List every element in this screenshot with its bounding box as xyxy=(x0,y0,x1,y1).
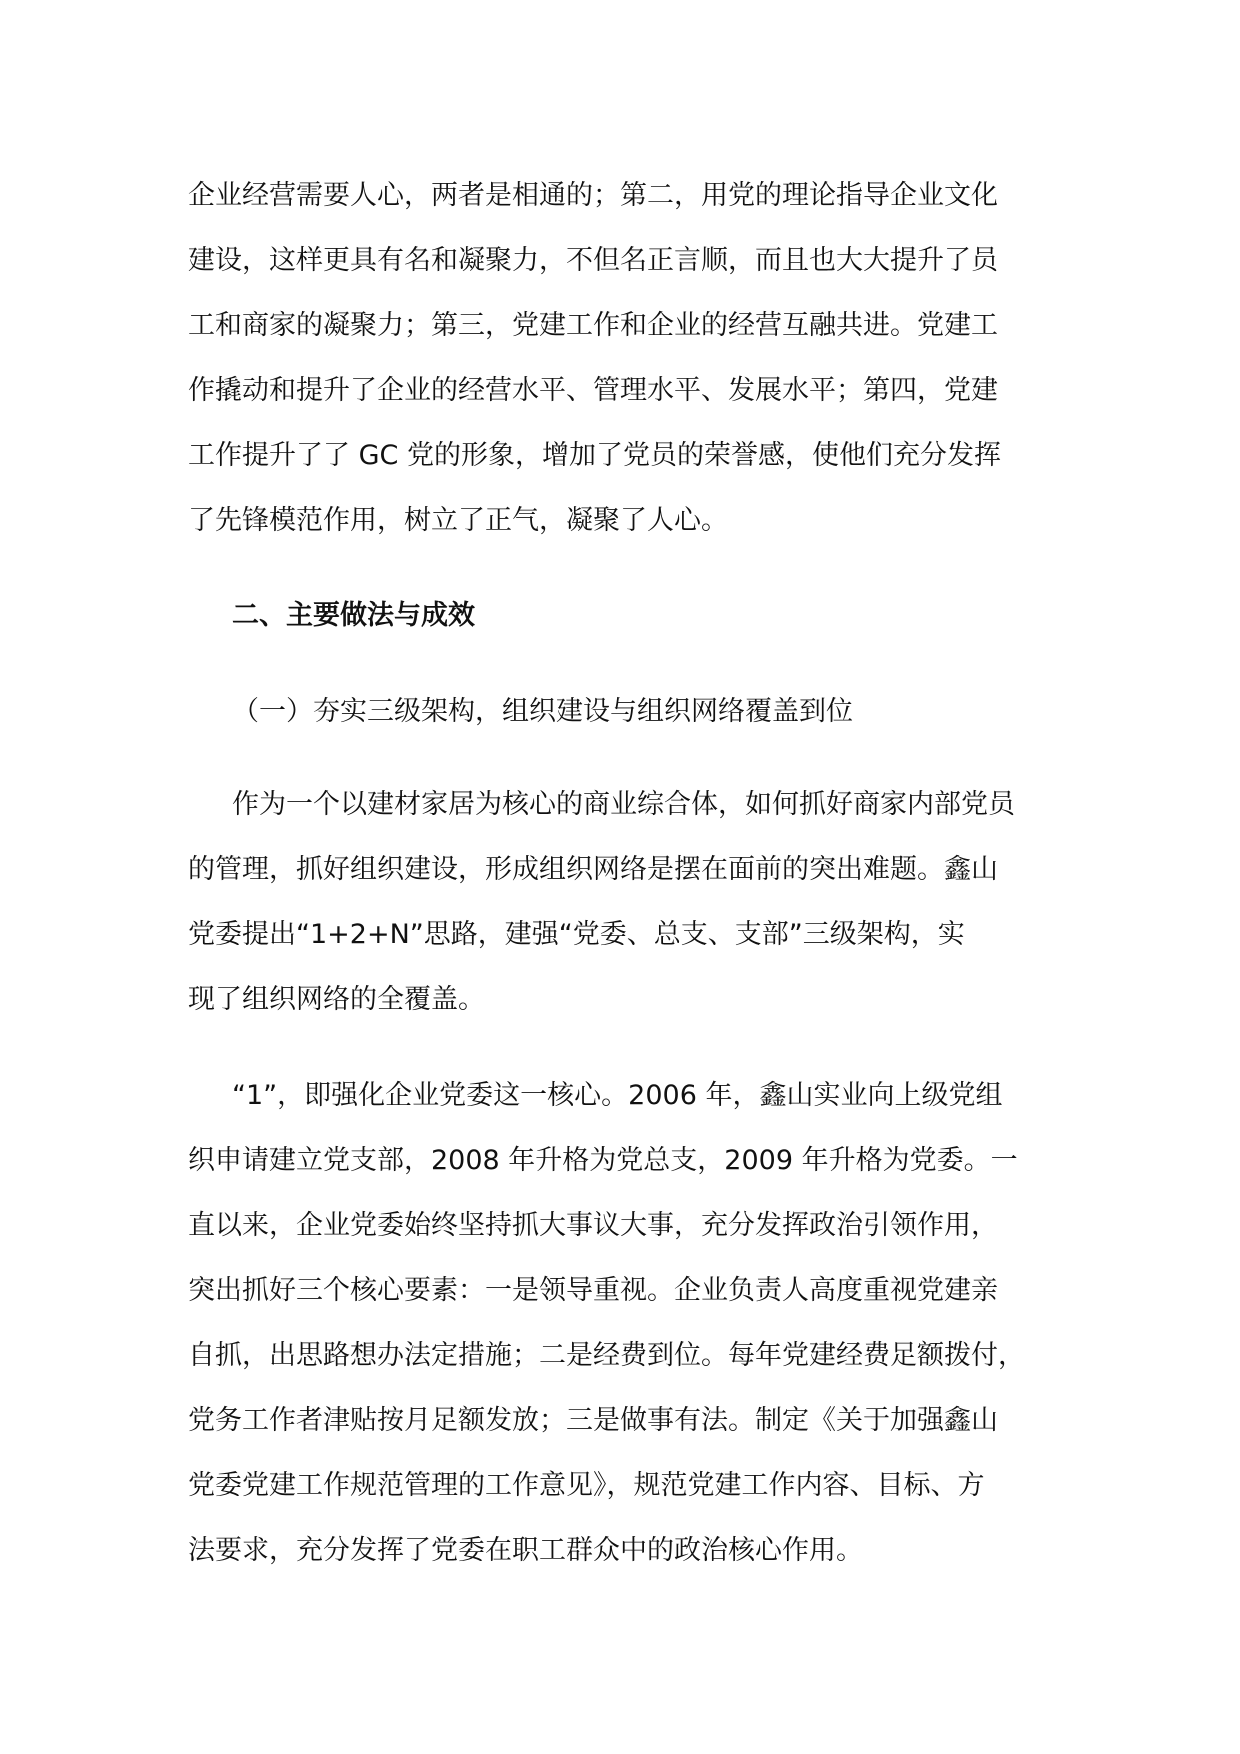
text-line: 工作提升了了 GC 党的形象，增加了党员的荣誉感，使他们充分发挥 xyxy=(188,440,1001,471)
text-line: 突出抓好三个核心要素：一是领导重视。企业负责人高度重视党建亲 xyxy=(188,1275,998,1306)
text-line: 的管理，抓好组织建设，形成组织网络是摆在面前的突出难题。鑫山 xyxy=(188,854,998,885)
text-line: 建设，这样更具有名和凝聚力，不但名正言顺，而且也大大提升了员 xyxy=(188,245,998,276)
text-line: 自抓，出思路想办法定措施；二是经费到位。每年党建经费足额拨付， xyxy=(188,1340,1025,1371)
text-line: 作为一个以建材家居为核心的商业综合体，如何抓好商家内部党员 xyxy=(232,789,1015,820)
text-line: 党委党建工作规范管理的工作意见》，规范党建工作内容、目标、方 xyxy=(188,1470,985,1501)
text-line: 企业经营需要人心，两者是相通的；第二，用党的理论指导企业文化 xyxy=(188,180,998,211)
text-line: 织申请建立党支部，2008 年升格为党总支，2009 年升格为党委。一 xyxy=(188,1145,1018,1176)
text-line: 作撬动和提升了企业的经营水平、管理水平、发展水平；第四，党建 xyxy=(188,375,998,406)
text-line: 党委提出“1+2+N”思路，建强“党委、总支、支部”三级架构，实 xyxy=(188,919,965,950)
text-line: 党务工作者津贴按月足额发放；三是做事有法。制定《关于加强鑫山 xyxy=(188,1405,998,1436)
text-line: 法要求，充分发挥了党委在职工群众中的政治核心作用。 xyxy=(188,1535,863,1566)
text-line: 直以来，企业党委始终坚持抓大事议大事，充分发挥政治引领作用， xyxy=(188,1210,998,1241)
text-line: 工和商家的凝聚力；第三，党建工作和企业的经营互融共进。党建工 xyxy=(188,310,998,341)
text-line: “1”，即强化企业党委这一核心。2006 年，鑫山实业向上级党组 xyxy=(232,1080,1003,1111)
text-line: 现了组织网络的全覆盖。 xyxy=(188,984,485,1015)
subsection-heading: （一）夯实三级架构，组织建设与组织网络覆盖到位 xyxy=(232,696,853,727)
text-line: 了先锋模范作用，树立了正气，凝聚了人心。 xyxy=(188,505,728,536)
section-heading: 二、主要做法与成效 xyxy=(232,600,475,631)
